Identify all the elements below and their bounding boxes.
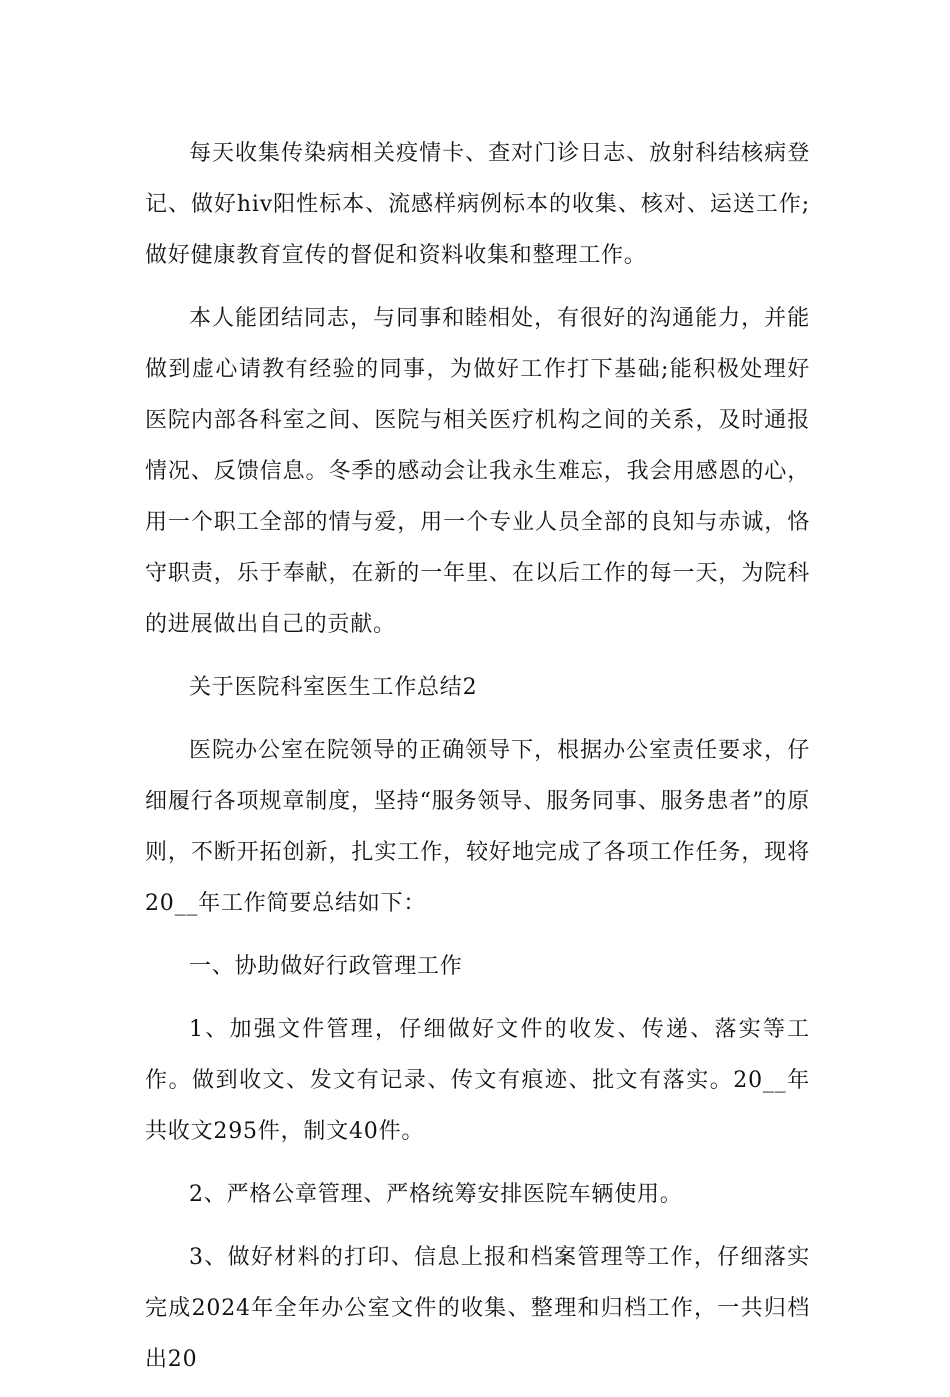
- heading-admin-management: 一、协助做好行政管理工作: [189, 954, 463, 979]
- paragraph-office-intro: 医院办公室在院领导的正确领导下，根据办公室责任要求，仔细履行各项规章制度，坚持“服务领导、服务同事、服务患者”的原则，不断开拓创新，扎实工作，较好地完成了各项工作任务，现将20__年工作简要总结如下：: [145, 738, 810, 916]
- list-item-document-management: 1、加强文件管理，仔细做好文件的收发、传递、落实等工作。做到收文、发文有记录、传文有痕迹、批文有落实。20__年共收文295件，制文40件。: [145, 1017, 810, 1144]
- list-item-archive: 3、做好材料的打印、信息上报和档案管理等工作，仔细落实完成2024年全年办公室文件的收集、整理和归档工作，一共归档出20: [145, 1245, 810, 1372]
- list-item-seal-vehicle: 2、严格公章管理、严格统筹安排医院车辆使用。: [189, 1182, 683, 1207]
- paragraph-epidemic-collection: 每天收集传染病相关疫情卡、查对门诊日志、放射科结核病登记、做好hiv阳性标本、流感样病例标本的收集、核对、运送工作;做好健康教育宣传的督促和资料收集和整理工作。: [145, 141, 810, 268]
- document-body: [145, 128, 810, 1397]
- section-title: 关于医院科室医生工作总结2: [189, 675, 478, 700]
- paragraph-teamwork: 本人能团结同志，与同事和睦相处，有很好的沟通能力，并能做到虚心请教有经验的同事，为做好工作打下基础;能积极处理好医院内部各科室之间、医院与相关医疗机构之间的关系，及时通报情况、反馈信息。冬季的感动会让我永生难忘，我会用感恩的心，用一个职工全部的情与爱，用一个专业人员全部的良知与赤诚，恪守职责，乐于奉献，在新的一年里、在以后工作的每一天，为院科的进展做出自己的贡献。: [145, 306, 810, 637]
